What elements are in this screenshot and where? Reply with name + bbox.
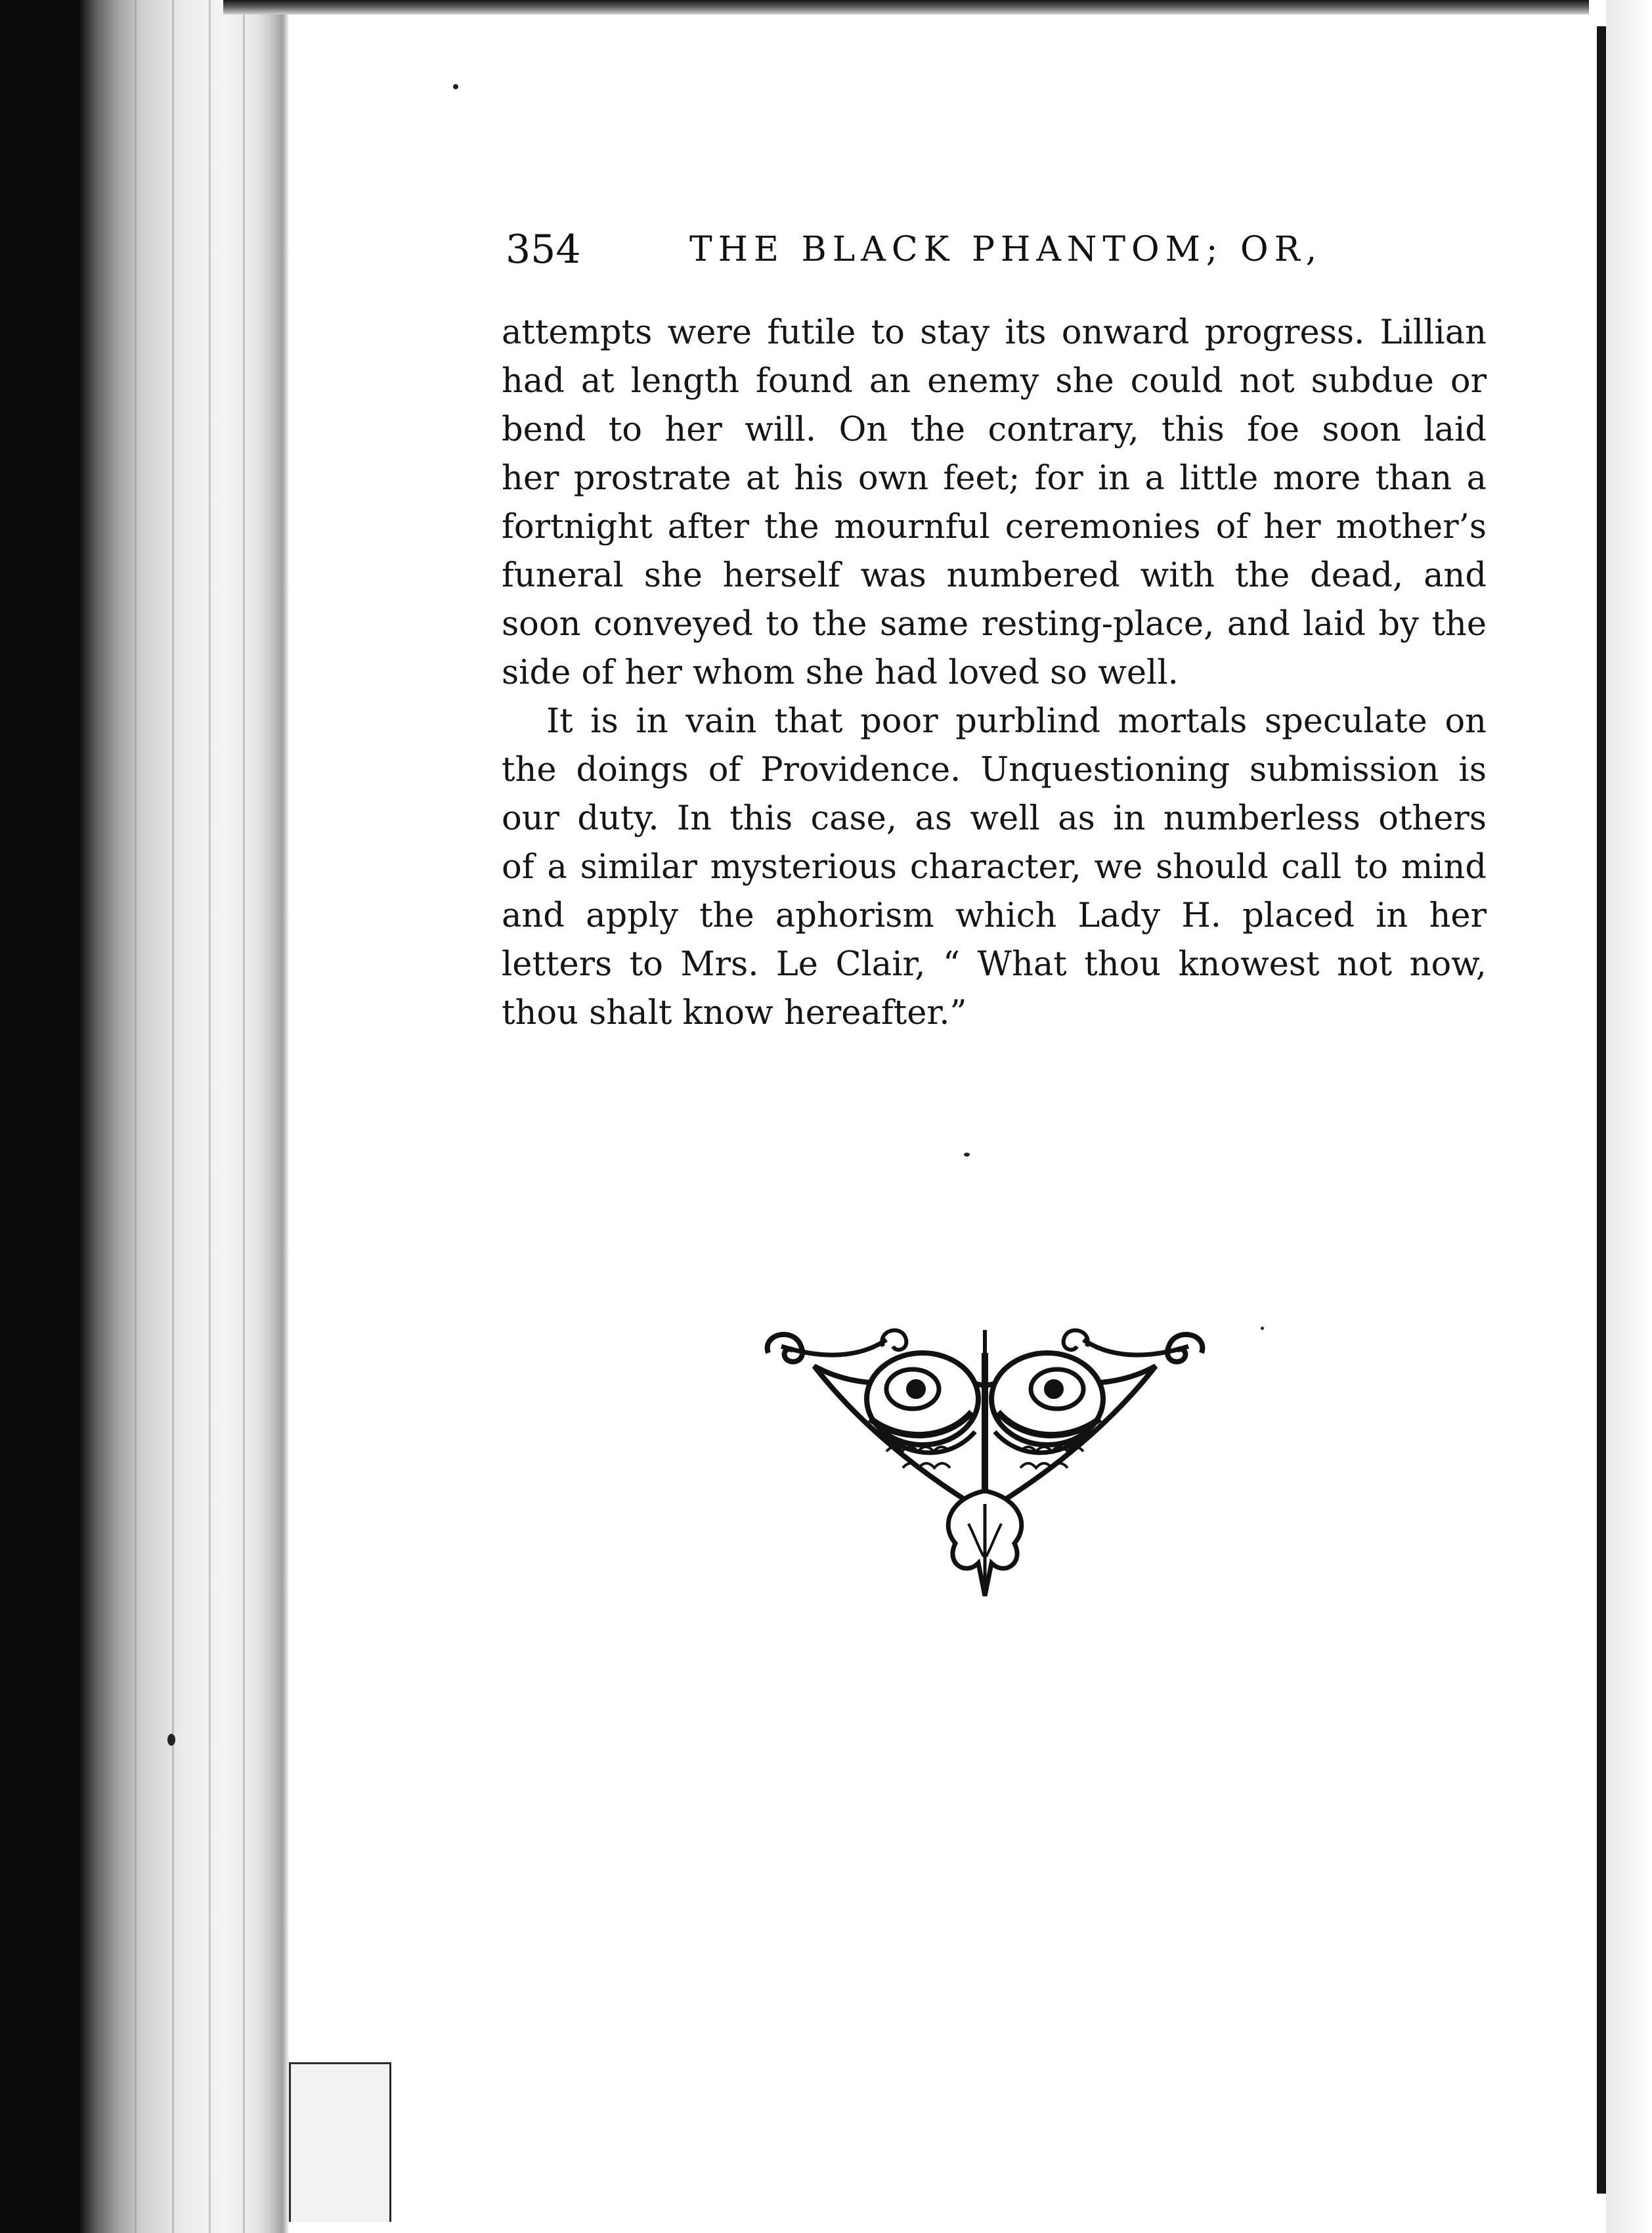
right-binding-bar [1597, 26, 1606, 2194]
scan-speck [167, 1734, 175, 1746]
text-line: and apply the aphorism which Lady H. placed in her [502, 896, 1487, 935]
text-line: of a similar mysterious character, we should call to mind [502, 848, 1487, 887]
text-line: bend to her will. On the contrary, this foe soon laid [502, 410, 1487, 449]
text-line: our duty. In this case, as well as in numberless others [502, 799, 1487, 838]
edge-streak [209, 0, 211, 2233]
text-line: had at length found an enemy she could not subdue or [502, 362, 1487, 401]
text-line: soon conveyed to the same resting-place, and laid by the [502, 605, 1487, 644]
page-number: 354 [506, 227, 581, 273]
scan-speck [964, 1153, 970, 1157]
body-text [502, 309, 1487, 1038]
running-head [506, 217, 1372, 282]
text-line: letters to Mrs. Le Clair, “ What thou knowest not now, [502, 945, 1487, 984]
ornamental-tailpiece-icon [755, 1327, 1215, 1603]
edge-streak [135, 0, 137, 2233]
edge-streak [98, 0, 100, 2233]
text-line: side of her whom she had loved so well. [502, 653, 1179, 692]
paragraph [502, 697, 1487, 1038]
text-line: It is in vain that poor purblind mortals speculate on [546, 702, 1487, 741]
right-page-edge [1606, 0, 1652, 2233]
book-edge-shadow [0, 0, 289, 2233]
running-title: THE BLACK PHANTOM; OR, [689, 230, 1323, 269]
text-line: fortnight after the mournful ceremonies of her mother’s [502, 508, 1487, 546]
edge-streak [243, 0, 245, 2233]
edge-streak [172, 0, 174, 2233]
scan-speck [453, 84, 458, 89]
top-edge-shadow [223, 0, 1589, 14]
scan-speck [1261, 1327, 1264, 1330]
text-line: funeral she herself was numbered with the dead, and [502, 556, 1487, 595]
paragraph [502, 309, 1487, 697]
page-corner-tab [289, 2062, 391, 2222]
text-line: attempts were futile to stay its onward progress. Lillian [502, 313, 1487, 352]
text-line: thou shalt know hereafter.” [502, 994, 967, 1032]
text-line: her prostrate at his own feet; for in a little more than a [502, 459, 1487, 498]
text-line: the doings of Providence. Unquestioning submission is [502, 751, 1487, 789]
